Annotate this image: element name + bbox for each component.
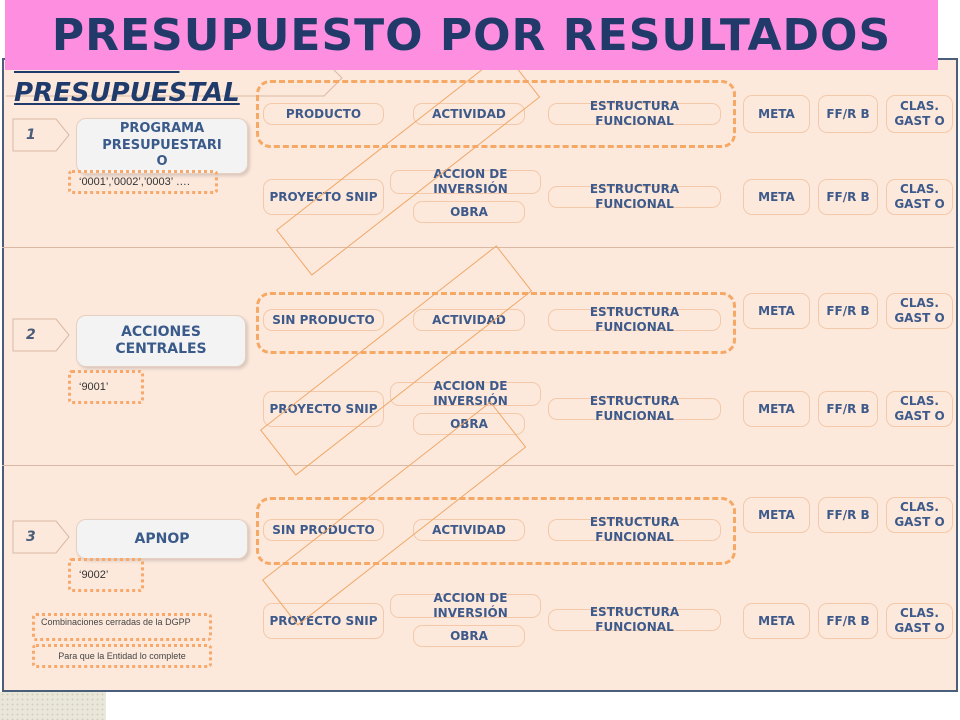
decorative-corner-pattern (0, 692, 106, 720)
program-box-apnop: APNOP (76, 519, 248, 559)
functional-structure-box: ESTRUCTURA FUNCIONAL (548, 186, 721, 208)
activity-box: ACTIVIDAD (413, 309, 525, 331)
row-number-chevron (12, 318, 70, 352)
program-box-presupuestario (76, 118, 248, 174)
activity-box: ACTIVIDAD (413, 519, 525, 541)
page-title: PRESUPUESTO POR RESULTADOS (51, 9, 892, 61)
ffrb-box: FF/R B (818, 179, 878, 215)
sin-product-box: SIN PRODUCTO (263, 309, 384, 331)
investment-action-box: ACCION DE INVERSIÓN (390, 170, 541, 194)
project-snip-box: PROYECTO SNIP (263, 603, 384, 639)
title-banner (5, 0, 938, 70)
ffrb-box: FF/R B (818, 497, 878, 533)
program-code: ‘9002’ (68, 558, 144, 592)
row-number: 3 (26, 529, 36, 545)
program-line: PROGRAMA (119, 120, 205, 136)
clas-gasto-box: CLAS. GAST O (886, 497, 953, 533)
clas-gasto-box: CLAS. GAST O (886, 391, 953, 427)
meta-box: META (743, 293, 810, 329)
program-line: PRESUPUESTARI (102, 137, 222, 153)
row-number-chevron (12, 520, 70, 554)
meta-box: META (743, 603, 810, 639)
meta-box: META (743, 95, 810, 133)
clas-gasto-box: CLAS. GAST O (886, 603, 953, 639)
program-code: ‘0001’,’0002’,’0003’ …. (68, 170, 218, 194)
meta-box: META (743, 391, 810, 427)
meta-box: META (743, 179, 810, 215)
program-code: ‘9001’ (68, 370, 144, 404)
meta-box: META (743, 497, 810, 533)
row-divider (2, 247, 954, 248)
clas-gasto-box: CLAS. GAST O (886, 293, 953, 329)
investment-action-box: ACCION DE INVERSIÓN (390, 382, 541, 406)
clas-gasto-box: CLAS. GAST O (886, 95, 953, 133)
category-label: PRESUPUESTAL (14, 78, 240, 108)
sin-product-box: SIN PRODUCTO (263, 519, 384, 541)
functional-structure-box: ESTRUCTURA FUNCIONAL (548, 103, 721, 125)
activity-box: ACTIVIDAD (413, 103, 525, 125)
program-box-acciones-centrales: ACCIONES CENTRALES (76, 315, 246, 367)
row-number-chevron (12, 118, 70, 152)
project-snip-box: PROYECTO SNIP (263, 391, 384, 427)
obra-box: OBRA (413, 413, 525, 435)
functional-structure-box: ESTRUCTURA FUNCIONAL (548, 519, 721, 541)
obra-box: OBRA (413, 625, 525, 647)
row-number: 2 (26, 327, 36, 343)
ffrb-box: FF/R B (818, 391, 878, 427)
obra-box: OBRA (413, 201, 525, 223)
investment-action-box: ACCION DE INVERSIÓN (390, 594, 541, 618)
functional-structure-box: ESTRUCTURA FUNCIONAL (548, 609, 721, 631)
legend-closed-combinations: Combinaciones cerradas de la DGPP (32, 613, 212, 641)
legend-entity-complete: Para que la Entidad lo complete (32, 644, 212, 668)
program-line: O (156, 154, 168, 170)
product-box: PRODUCTO (263, 103, 384, 125)
project-snip-box: PROYECTO SNIP (263, 179, 384, 215)
ffrb-box: FF/R B (818, 603, 878, 639)
row-number: 1 (26, 127, 36, 143)
functional-structure-box: ESTRUCTURA FUNCIONAL (548, 398, 721, 420)
clas-gasto-box: CLAS. GAST O (886, 179, 953, 215)
ffrb-box: FF/R B (818, 95, 878, 133)
ffrb-box: FF/R B (818, 293, 878, 329)
functional-structure-box: ESTRUCTURA FUNCIONAL (548, 309, 721, 331)
